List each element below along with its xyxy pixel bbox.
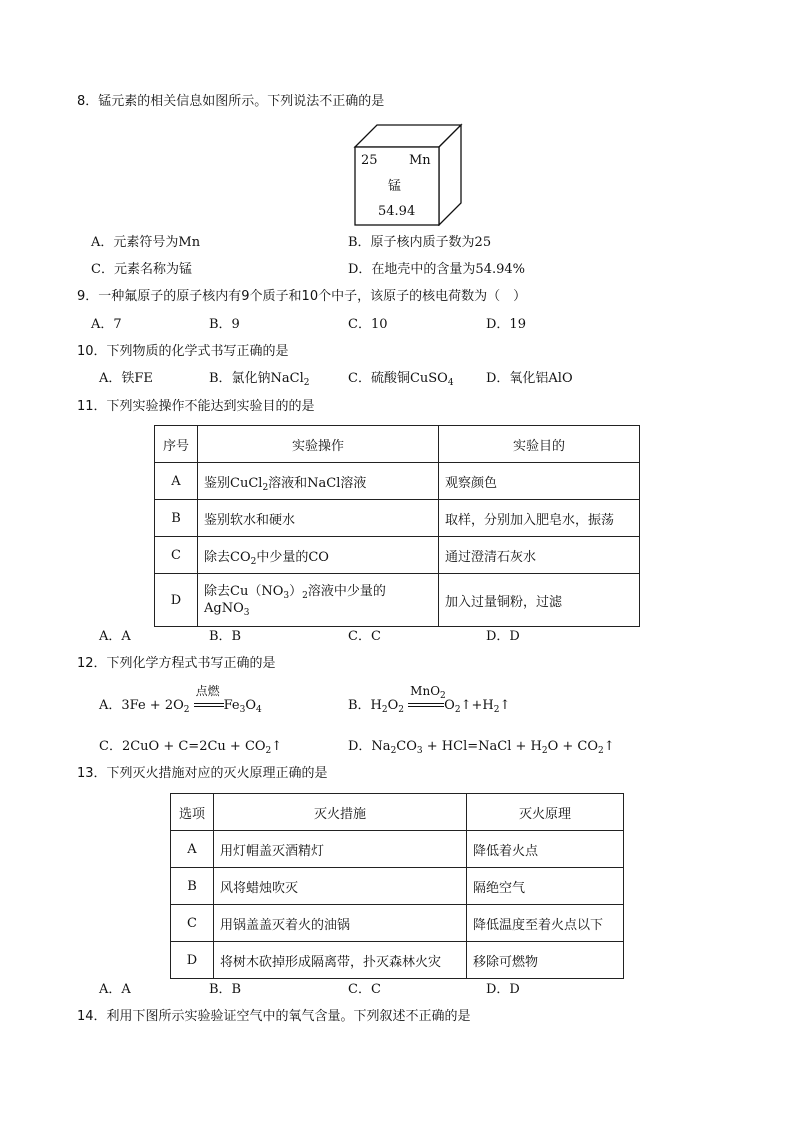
q12-option-d: D．$Na_2CO_3$ + HCl=NaCl + $H_2O$ + $CO_2↑$ xyxy=(348,739,615,756)
q11-option-c: C．C xyxy=(348,629,381,644)
row-operation: 鉴别CuCl$_2$溶液和NaCl溶液 xyxy=(198,463,439,500)
row-key: D xyxy=(171,942,214,979)
table-row xyxy=(155,463,640,500)
row-goal: 观察颜色 xyxy=(439,463,640,500)
q9-option-a: A．7 xyxy=(91,317,122,332)
q13-option-d: D．D xyxy=(486,982,520,997)
row-measure: 风将蜡烛吹灭 xyxy=(214,868,467,905)
row-key: D xyxy=(155,574,198,627)
table-header-row xyxy=(171,794,624,831)
q13-option-b: B．B xyxy=(209,982,242,997)
q8-stem: 8．锰元素的相关信息如图所示。下列说法不正确的是 xyxy=(77,94,385,109)
row-principle: 隔绝空气 xyxy=(467,868,624,905)
q11-option-b: B．B xyxy=(209,629,242,644)
row-measure: 用灯帽盖灭酒精灯 xyxy=(214,831,467,868)
table-header-row xyxy=(155,426,640,463)
row-operation: 鉴别软水和硬水 xyxy=(198,500,439,537)
row-principle: 降低温度至着火点以下 xyxy=(467,905,624,942)
q10-option-d: D．氧化铝AlO xyxy=(486,371,573,386)
reaction-arrow xyxy=(408,684,446,714)
q13-table xyxy=(170,793,624,979)
q8-option-d: D．在地壳中的含量为54.94% xyxy=(348,262,525,277)
q10-option-a: A．铁FE xyxy=(99,371,153,386)
header-cell: 实验目的 xyxy=(439,426,640,463)
q9-option-d: D．19 xyxy=(486,317,526,332)
row-key: C xyxy=(171,905,214,942)
table-row xyxy=(155,574,640,627)
element-atomic-number: 25 xyxy=(361,153,378,168)
table-row xyxy=(171,942,624,979)
header-cell: 灭火措施 xyxy=(214,794,467,831)
q12-option-c: C．$2CuO + C=2Cu + CO_2↑$ xyxy=(99,739,283,756)
q9-option-b: B．9 xyxy=(209,317,240,332)
header-cell: 实验操作 xyxy=(198,426,439,463)
row-goal: 加入过量铜粉，过滤 xyxy=(439,574,640,627)
table-row xyxy=(155,500,640,537)
q11-table xyxy=(154,425,640,627)
q13-option-a: A．A xyxy=(99,982,131,997)
row-principle: 移除可燃物 xyxy=(467,942,624,979)
row-measure: 用锅盖盖灭着火的油锅 xyxy=(214,905,467,942)
q13-option-c: C．C xyxy=(348,982,381,997)
q10-option-b: B．氯化钠NaCl$_2$ xyxy=(209,371,310,388)
q11-option-a: A．A xyxy=(99,629,131,644)
q12-option-b: B．$H_2O_2$ MnO$_2$ $O_2↑+H_2↑$ xyxy=(348,684,511,715)
q12-stem: 12．下列化学方程式书写正确的是 xyxy=(77,656,276,671)
row-operation: 除去$CO_2$中少量的CO xyxy=(198,537,439,574)
row-goal: 取样，分别加入肥皂水，振荡 xyxy=(439,500,640,537)
reaction-arrow xyxy=(194,684,224,714)
table-row xyxy=(171,905,624,942)
table-row xyxy=(155,537,640,574)
header-cell: 灭火原理 xyxy=(467,794,624,831)
row-key: A xyxy=(171,831,214,868)
element-mass: 54.94 xyxy=(378,204,416,219)
reaction-condition: 点燃 xyxy=(195,684,220,698)
element-symbol: Mn xyxy=(409,153,431,168)
row-operation: 除去$Cu(NO_3)_2$溶液中少量的 AgNO$_3$ xyxy=(198,574,439,627)
header-cell: 序号 xyxy=(155,426,198,463)
q10-option-c: C．硫酸铜CuSO$_4$ xyxy=(348,371,454,388)
row-key: C xyxy=(155,537,198,574)
header-cell: 选项 xyxy=(171,794,214,831)
table-row xyxy=(171,868,624,905)
q8-option-a: A．元素符号为Mn xyxy=(91,235,201,250)
row-goal: 通过澄清石灰水 xyxy=(439,537,640,574)
q14-stem: 14．利用下图所示实验验证空气中的氧气含量。下列叙述不正确的是 xyxy=(77,1009,471,1024)
q8-option-c: C．元素名称为锰 xyxy=(91,262,192,277)
row-key: B xyxy=(155,500,198,537)
row-measure: 将树木砍掉形成隔离带，扑灭森林火灾 xyxy=(214,942,467,979)
table-row xyxy=(171,831,624,868)
q13-stem: 13．下列灭火措施对应的灭火原理正确的是 xyxy=(77,766,328,781)
q12-option-a: A．$3Fe + 2O_2$ 点燃 $Fe_3O_4$ xyxy=(99,684,262,715)
q10-stem: 10．下列物质的化学式书写正确的是 xyxy=(77,344,289,359)
row-key: B xyxy=(171,868,214,905)
element-name: 锰 xyxy=(388,179,402,194)
q9-option-c: C．10 xyxy=(348,317,388,332)
row-principle: 降低着火点 xyxy=(467,831,624,868)
row-key: A xyxy=(155,463,198,500)
q11-option-d: D．D xyxy=(486,629,520,644)
q9-stem: 9．一种氟原子的原子核内有9个质子和10个中子，该原子的核电荷数为（ ） xyxy=(77,289,527,304)
catalyst-label: MnO$_2$ xyxy=(410,684,446,701)
q11-stem: 11．下列实验操作不能达到实验目的的是 xyxy=(77,399,315,414)
q8-option-b: B．原子核内质子数为25 xyxy=(348,235,492,250)
